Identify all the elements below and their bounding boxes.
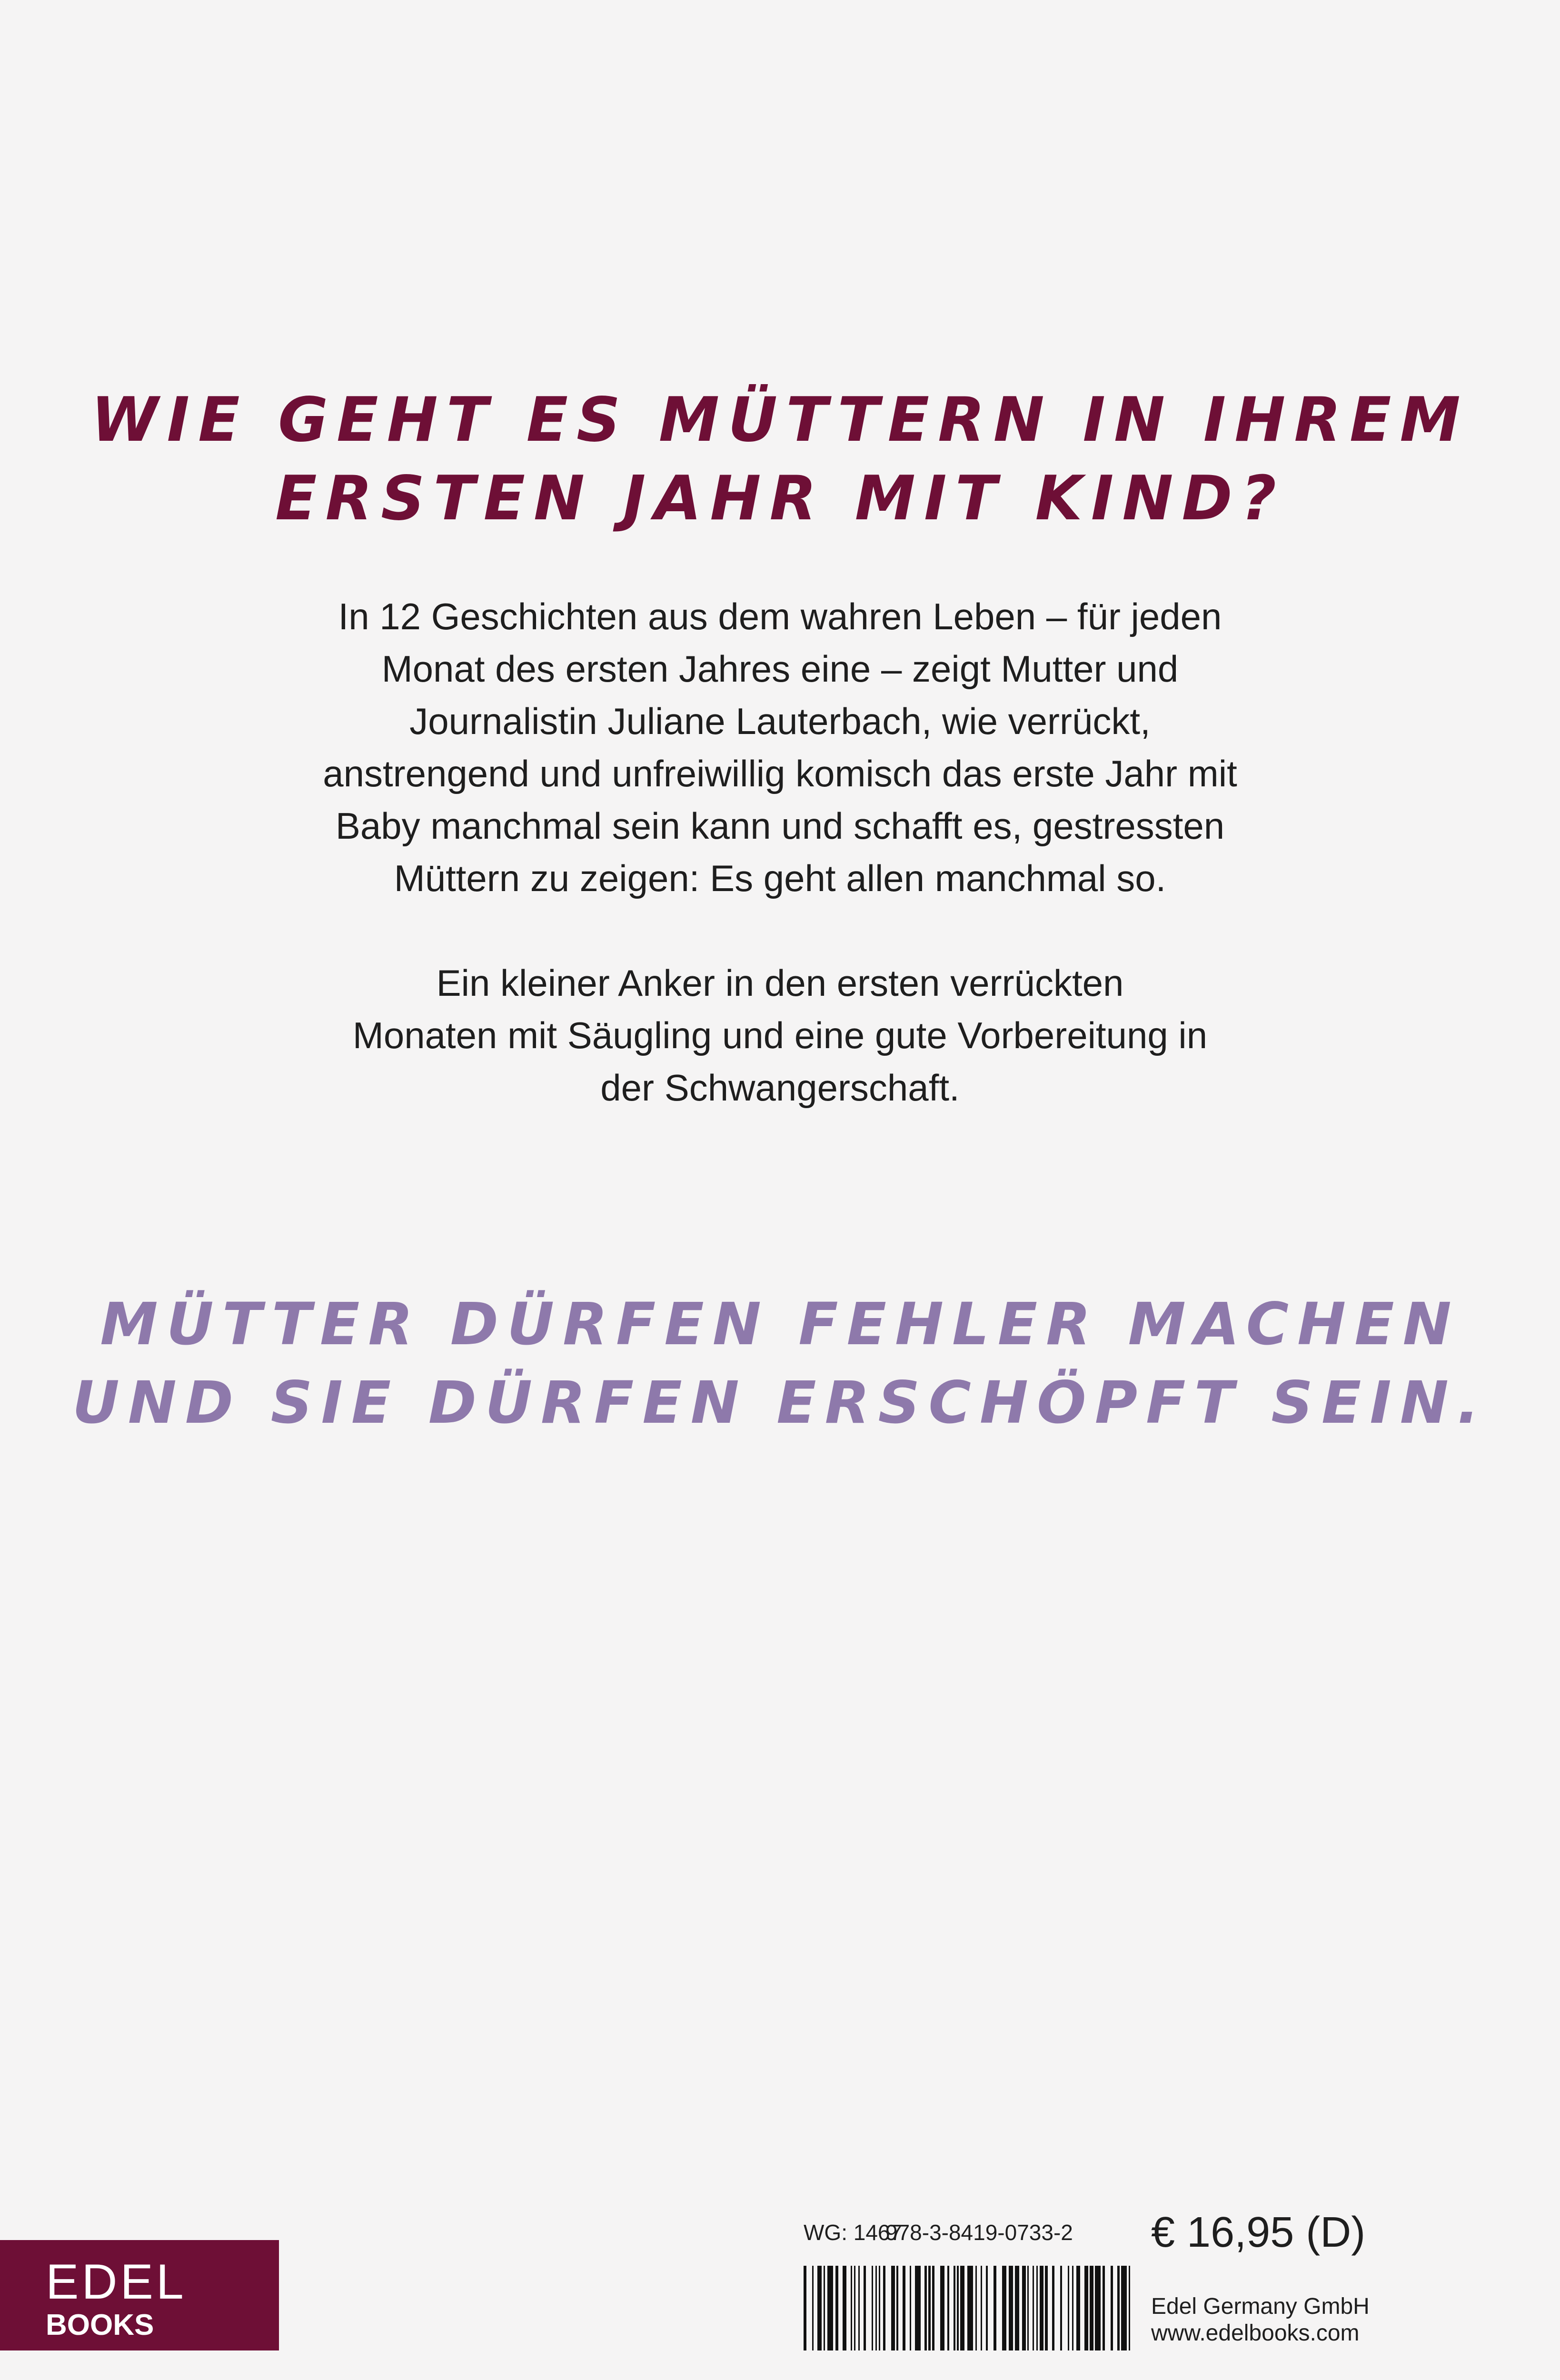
barcode-bar (1015, 2266, 1019, 2350)
barcode-bar (835, 2266, 838, 2350)
barcode-bar (1121, 2266, 1127, 2350)
barcode-bar (851, 2266, 852, 2350)
barcode-bar (975, 2266, 977, 2350)
barcode-bar (824, 2266, 825, 2350)
barcode-bar (1084, 2266, 1088, 2350)
wg-code: WG: 1467 (804, 2220, 903, 2245)
barcode-bar (940, 2266, 944, 2350)
barcode-bar (910, 2266, 911, 2350)
headline-bottom-line-1: MÜTTER DÜRFEN FEHLER MACHEN (100, 1290, 1460, 1358)
barcode-bar (891, 2266, 895, 2350)
barcode-bar (1090, 2266, 1093, 2350)
headline-bottom (0, 1285, 1560, 1442)
barcode-bar (1103, 2266, 1105, 2350)
barcode-bar (883, 2266, 885, 2350)
publisher-info (1151, 2293, 1370, 2347)
blurb-line: Müttern zu zeigen: Es geht allen manchmal so. (394, 857, 1166, 899)
barcode-bar (812, 2266, 814, 2350)
logo-wordmark: EDEL (46, 2254, 187, 2310)
barcode-bar (817, 2266, 822, 2350)
publisher-company: Edel Germany GmbH (1151, 2294, 1370, 2319)
headline-top (0, 381, 1560, 538)
barcode-bar (1111, 2266, 1113, 2350)
barcode-bar (954, 2266, 955, 2350)
barcode-bar (1036, 2266, 1038, 2350)
barcode-bar (1002, 2266, 1006, 2350)
blurb-line: Ein kleiner Anker in den ersten verrückten (436, 962, 1124, 1004)
barcode-bar (1045, 2266, 1048, 2350)
barcode-bar (981, 2266, 982, 2350)
blurb-line: der Schwangerschaft. (600, 1067, 960, 1109)
headline-bottom-line-2: UND SIE DÜRFEN ERSCHÖPFT SEIN. (72, 1369, 1488, 1437)
blurb-line: anstrengend und unfreiwillig komisch das erste Jahr mit (323, 753, 1237, 794)
barcode-bar (864, 2266, 866, 2350)
blurb-line: Monat des ersten Jahres eine – zeigt Mutter und (381, 648, 1179, 690)
barcode-bar (967, 2266, 973, 2350)
barcode-bar (896, 2266, 898, 2350)
barcode-bar (843, 2266, 846, 2350)
barcode-bar (1076, 2266, 1080, 2350)
barcode-bar (1033, 2266, 1034, 2350)
barcode-bar (879, 2266, 880, 2350)
barcode-bar (1040, 2266, 1043, 2350)
barcode-bar (1072, 2266, 1073, 2350)
blurb-line: In 12 Geschichten aus dem wahren Leben – für jeden (338, 595, 1222, 637)
barcode-bar (1060, 2266, 1062, 2350)
barcode-bar (1027, 2266, 1029, 2350)
barcode-bar (827, 2266, 833, 2350)
logo-subtitle: BOOKS (46, 2309, 154, 2341)
isbn: 978-3-8419-0733-2 (885, 2220, 1073, 2245)
barcode-bar (875, 2266, 877, 2350)
barcode-bar (854, 2266, 855, 2350)
edel-books-logo (0, 2240, 279, 2350)
barcode-bar (932, 2266, 934, 2350)
price: € 16,95 (D) (1151, 2209, 1366, 2256)
barcode-bar (947, 2266, 949, 2350)
barcode-bar (804, 2266, 806, 2350)
headline-top-line-1: WIE GEHT ES MÜTTERN IN IHREM (91, 385, 1469, 456)
barcode-bar (957, 2266, 959, 2350)
blurb-line: Baby manchmal sein kann und schafft es, gestressten (335, 805, 1225, 847)
barcode-bar (1129, 2266, 1130, 2350)
barcode-bar (915, 2266, 921, 2350)
barcode-bar (1095, 2266, 1101, 2350)
barcode-bar (1117, 2266, 1120, 2350)
barcode-bar (960, 2266, 964, 2350)
publisher-website: www.edelbooks.com (1151, 2320, 1360, 2346)
blurb-line: Monaten mit Säugling und eine gute Vorbereitung in (352, 1014, 1208, 1056)
barcode-bar (924, 2266, 927, 2350)
blurb-paragraph-2 (200, 957, 1360, 1114)
barcode-bar (928, 2266, 931, 2350)
barcode-bar (1009, 2266, 1013, 2350)
barcode-bar (903, 2266, 905, 2350)
headline-top-line-2: ERSTEN JAHR MIT KIND? (275, 463, 1285, 534)
blurb-line: Journalistin Juliane Lauterbach, wie verrückt, (409, 700, 1151, 742)
barcode-bar (1068, 2266, 1069, 2350)
barcode-bar (1052, 2266, 1054, 2350)
blurb-paragraph-1 (200, 590, 1360, 904)
barcode-bar (872, 2266, 873, 2350)
barcode-bar (986, 2266, 988, 2350)
barcode-bar (1022, 2266, 1026, 2350)
barcode-bar (994, 2266, 996, 2350)
barcode-bar (858, 2266, 860, 2350)
barcode (804, 2266, 1132, 2350)
